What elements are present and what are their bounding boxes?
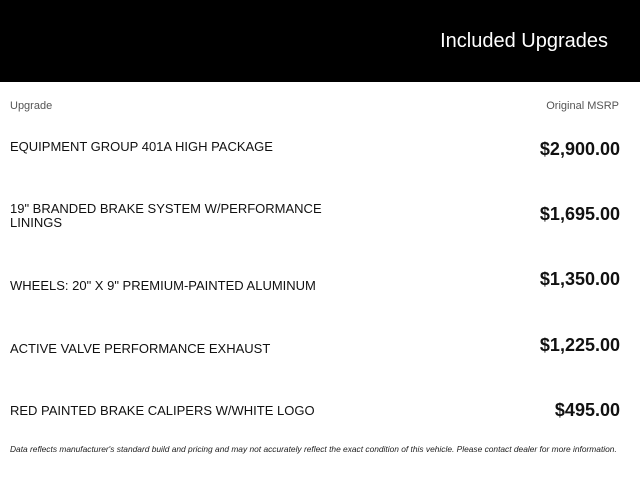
table-row bbox=[0, 269, 640, 319]
upgrade-name: WHEELS: 20" X 9" PREMIUM-PAINTED ALUMINUM bbox=[10, 278, 316, 293]
page-header bbox=[0, 0, 640, 82]
table-row bbox=[0, 202, 640, 242]
disclaimer-text: Data reflects manufacturer's standard build and pricing and may not accurately reflect the exact condition of this vehicle. Please contact dealer for more information. bbox=[10, 444, 617, 454]
column-header-msrp: Original MSRP bbox=[546, 100, 619, 112]
upgrade-price: $495.00 bbox=[554, 400, 620, 420]
upgrade-name: ACTIVE VALVE PERFORMANCE EXHAUST bbox=[10, 341, 271, 356]
table-row bbox=[0, 140, 640, 180]
column-header-upgrade: Upgrade bbox=[10, 100, 53, 112]
upgrade-name: RED PAINTED BRAKE CALIPERS W/WHITE LOGO bbox=[10, 403, 315, 418]
upgrade-price: $1,695.00 bbox=[539, 204, 620, 224]
table-row bbox=[0, 335, 640, 382]
upgrade-price: $1,225.00 bbox=[539, 335, 620, 355]
upgrade-name: 19" BRANDED BRAKE SYSTEM W/PERFORMANCE LININGS bbox=[10, 201, 322, 230]
table-row bbox=[0, 400, 640, 444]
upgrade-price: $1,350.00 bbox=[539, 269, 620, 289]
page-title: Included Upgrades bbox=[440, 30, 608, 52]
upgrade-price: $2,900.00 bbox=[539, 139, 620, 159]
upgrade-name: EQUIPMENT GROUP 401A HIGH PACKAGE bbox=[10, 139, 273, 154]
